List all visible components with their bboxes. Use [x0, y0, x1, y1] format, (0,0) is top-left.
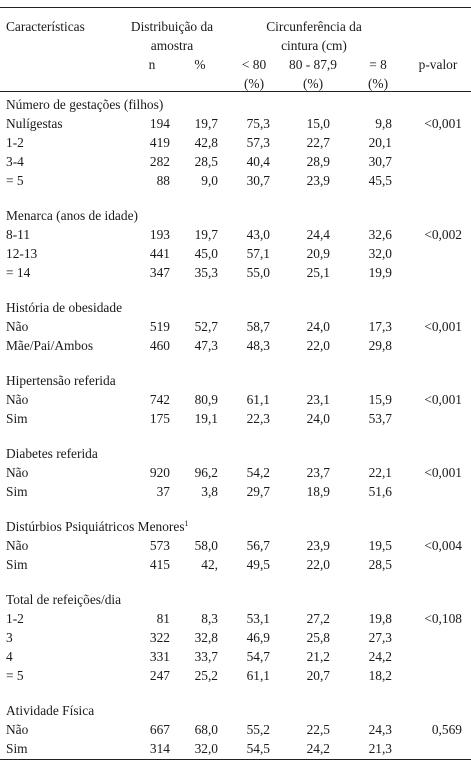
cell-lt80: 55,2 — [246, 722, 270, 737]
cell-pct: 45,0 — [194, 246, 218, 261]
cell-ge88: 51,6 — [368, 484, 392, 499]
cell-pvalue: <0,004 — [424, 538, 462, 553]
cell-pct: 19,1 — [194, 411, 218, 426]
row-label: Sim — [6, 484, 28, 499]
cell-80-87: 22,5 — [306, 722, 330, 737]
cell-80-87: 24,2 — [306, 741, 330, 756]
cell-80-87: 24,0 — [306, 319, 330, 334]
cell-ge88: 19,9 — [368, 265, 392, 280]
section-title — [6, 447, 98, 460]
cell-pct: 52,7 — [194, 319, 218, 334]
section-title — [6, 209, 138, 222]
row-label: = 14 — [6, 265, 31, 280]
cell-n: 194 — [149, 116, 170, 131]
cell-80-87: 18,9 — [306, 484, 330, 499]
cell-ge88: 32,0 — [368, 246, 392, 261]
cell-pct: 96,2 — [194, 465, 218, 480]
header-lt80: < 80 — [241, 57, 267, 72]
cell-80-87: 25,8 — [306, 630, 330, 645]
cell-lt80: 43,0 — [246, 227, 270, 242]
header-pct-80-87: (%) — [302, 76, 324, 91]
row-label: Não — [6, 465, 29, 480]
cell-lt80: 55,0 — [246, 265, 270, 280]
cell-n: 347 — [149, 265, 170, 280]
row-label: Mãe/Pai/Ambos — [6, 338, 94, 353]
cell-n: 175 — [149, 411, 170, 426]
cell-ge88: 22,1 — [368, 465, 392, 480]
section-title-text: Número de gestações (filhos) — [6, 97, 164, 112]
section-title — [6, 98, 163, 111]
cell-ge88: 21,3 — [368, 741, 392, 756]
cell-lt80: 54,7 — [246, 649, 270, 664]
cell-80-87: 23,9 — [306, 173, 330, 188]
cell-ge88: 24,3 — [368, 722, 392, 737]
header-n: n — [148, 57, 156, 72]
cell-ge88: 17,3 — [368, 319, 392, 334]
cell-n: 282 — [149, 154, 170, 169]
cell-lt80: 56,7 — [246, 538, 270, 553]
cell-lt80: 48,3 — [246, 338, 270, 353]
cell-lt80: 61,1 — [246, 392, 270, 407]
row-label: 1-2 — [6, 611, 24, 626]
cell-n: 419 — [149, 135, 170, 150]
cell-80-87: 28,9 — [306, 154, 330, 169]
cell-lt80: 61,1 — [246, 668, 270, 683]
row-label: Não — [6, 319, 29, 334]
cell-n: 314 — [149, 741, 170, 756]
cell-n: 322 — [149, 630, 170, 645]
cell-n: 667 — [149, 722, 170, 737]
cell-n: 37 — [156, 484, 170, 499]
cell-pct: 32,0 — [194, 741, 218, 756]
cell-80-87: 21,2 — [306, 649, 330, 664]
top-rule — [0, 7, 471, 8]
cell-n: 81 — [156, 611, 170, 626]
section-title-text: Diabetes referida — [6, 446, 98, 461]
cell-80-87: 23,9 — [306, 538, 330, 553]
cell-ge88: 20,1 — [368, 135, 392, 150]
cell-pct: 35,3 — [194, 265, 218, 280]
cell-80-87: 25,1 — [306, 265, 330, 280]
cell-pct: 32,8 — [194, 630, 218, 645]
row-label: = 5 — [6, 668, 24, 683]
row-label: Sim — [6, 741, 28, 756]
cell-ge88: 53,7 — [368, 411, 392, 426]
cell-pct: 19,7 — [194, 227, 218, 242]
cell-lt80: 54,2 — [246, 465, 270, 480]
header-waist-line1: Circunferência da — [266, 19, 362, 34]
cell-n: 331 — [149, 649, 170, 664]
cell-n: 247 — [149, 668, 170, 683]
cell-pct: 58,0 — [194, 538, 218, 553]
header-distribution-line2: amostra — [150, 38, 194, 53]
cell-lt80: 29,7 — [246, 484, 270, 499]
cell-80-87: 22,0 — [306, 338, 330, 353]
cell-ge88: 19,8 — [368, 611, 392, 626]
cell-pvalue: <0,001 — [424, 116, 462, 131]
row-label: Não — [6, 722, 29, 737]
footnote-marker: 1 — [184, 519, 189, 528]
cell-lt80: 57,3 — [246, 135, 270, 150]
header-pvalue: p-valor — [418, 57, 458, 72]
cell-pct: 80,9 — [194, 392, 218, 407]
cell-n: 460 — [149, 338, 170, 353]
section-title — [6, 704, 94, 717]
section-title-text: Distúrbios Psiquiátricos Menores — [6, 519, 185, 534]
cell-lt80: 54,5 — [246, 741, 270, 756]
cell-n: 519 — [149, 319, 170, 334]
row-label: = 5 — [6, 173, 24, 188]
row-label: 3 — [6, 630, 13, 645]
header-ge88: = 8 — [369, 57, 387, 72]
cell-n: 415 — [149, 557, 170, 572]
cell-n: 88 — [156, 173, 170, 188]
cell-ge88: 30,7 — [368, 154, 392, 169]
cell-80-87: 22,7 — [306, 135, 330, 150]
section-title-text: História de obesidade — [6, 300, 123, 315]
cell-n: 193 — [149, 227, 170, 242]
cell-lt80: 49,5 — [246, 557, 270, 572]
header-80-87: 80 - 87,9 — [289, 57, 337, 72]
row-label: 3-4 — [6, 154, 24, 169]
cell-pct: 25,2 — [194, 668, 218, 683]
cell-lt80: 40,4 — [246, 154, 270, 169]
cell-pct: 8,3 — [201, 611, 218, 626]
section-title-text: Total de refeições/dia — [6, 592, 122, 607]
row-label: 4 — [6, 649, 13, 664]
cell-pct: 42, — [201, 557, 218, 572]
cell-ge88: 28,5 — [368, 557, 392, 572]
cell-pct: 3,8 — [201, 484, 218, 499]
header-distribution-line1: Distribuição da — [130, 19, 214, 34]
cell-pct: 47,3 — [194, 338, 218, 353]
cell-ge88: 27,3 — [368, 630, 392, 645]
cell-lt80: 75,3 — [246, 116, 270, 131]
cell-ge88: 9,8 — [375, 116, 392, 131]
section-title-text: Atividade Física — [6, 703, 95, 718]
row-label: 12-13 — [6, 246, 38, 261]
cell-n: 573 — [149, 538, 170, 553]
cell-pvalue: <0,001 — [424, 392, 462, 407]
header-pct-lt80: (%) — [243, 76, 265, 91]
cell-80-87: 22,0 — [306, 557, 330, 572]
section-title-text: Menarca (anos de idade) — [6, 208, 138, 223]
cell-pct: 68,0 — [194, 722, 218, 737]
row-label: 1-2 — [6, 135, 24, 150]
cell-lt80: 58,7 — [246, 319, 270, 334]
cell-80-87: 20,7 — [306, 668, 330, 683]
cell-lt80: 53,1 — [246, 611, 270, 626]
cell-80-87: 15,0 — [306, 116, 330, 131]
cell-ge88: 29,8 — [368, 338, 392, 353]
cell-lt80: 30,7 — [246, 173, 270, 188]
cell-ge88: 24,2 — [368, 649, 392, 664]
cell-n: 920 — [149, 465, 170, 480]
cell-ge88: 45,5 — [368, 173, 392, 188]
cell-n: 441 — [149, 246, 170, 261]
row-label: Não — [6, 392, 29, 407]
section-title — [6, 301, 122, 314]
row-label: 8-11 — [6, 227, 31, 242]
row-label: Nulígestas — [6, 116, 63, 131]
cell-pvalue: 0,569 — [431, 722, 462, 737]
cell-80-87: 23,1 — [306, 392, 330, 407]
section-title — [6, 520, 189, 533]
header-rule — [0, 91, 471, 92]
row-label: Sim — [6, 557, 28, 572]
cell-pct: 42,8 — [194, 135, 218, 150]
header-characteristics: Características — [6, 19, 85, 34]
cell-pct: 9,0 — [201, 173, 218, 188]
cell-pvalue: <0,001 — [424, 319, 462, 334]
header-pct: % — [194, 57, 206, 72]
cell-80-87: 27,2 — [306, 611, 330, 626]
section-title — [6, 374, 116, 387]
cell-80-87: 24,0 — [306, 411, 330, 426]
cell-pct: 19,7 — [194, 116, 218, 131]
cell-ge88: 32,6 — [368, 227, 392, 242]
cell-80-87: 20,9 — [306, 246, 330, 261]
cell-pct: 33,7 — [194, 649, 218, 664]
section-title-text: Hipertensão referida — [6, 373, 116, 388]
bottom-rule — [0, 759, 471, 760]
cell-lt80: 22,3 — [246, 411, 270, 426]
cell-ge88: 15,9 — [368, 392, 392, 407]
cell-n: 742 — [149, 392, 170, 407]
cell-ge88: 18,2 — [368, 668, 392, 683]
section-title — [6, 593, 121, 606]
cell-lt80: 46,9 — [246, 630, 270, 645]
row-label: Não — [6, 538, 29, 553]
header-pct-ge88: (%) — [367, 76, 389, 91]
cell-lt80: 57,1 — [246, 246, 270, 261]
cell-pvalue: <0,002 — [424, 227, 462, 242]
cell-80-87: 23,7 — [306, 465, 330, 480]
cell-pct: 28,5 — [194, 154, 218, 169]
cell-80-87: 24,4 — [306, 227, 330, 242]
header-waist-line2: cintura (cm) — [281, 38, 347, 53]
cell-ge88: 19,5 — [368, 538, 392, 553]
row-label: Sim — [6, 411, 28, 426]
cell-pvalue: <0,001 — [424, 465, 462, 480]
cell-pvalue: <0,108 — [424, 611, 462, 626]
